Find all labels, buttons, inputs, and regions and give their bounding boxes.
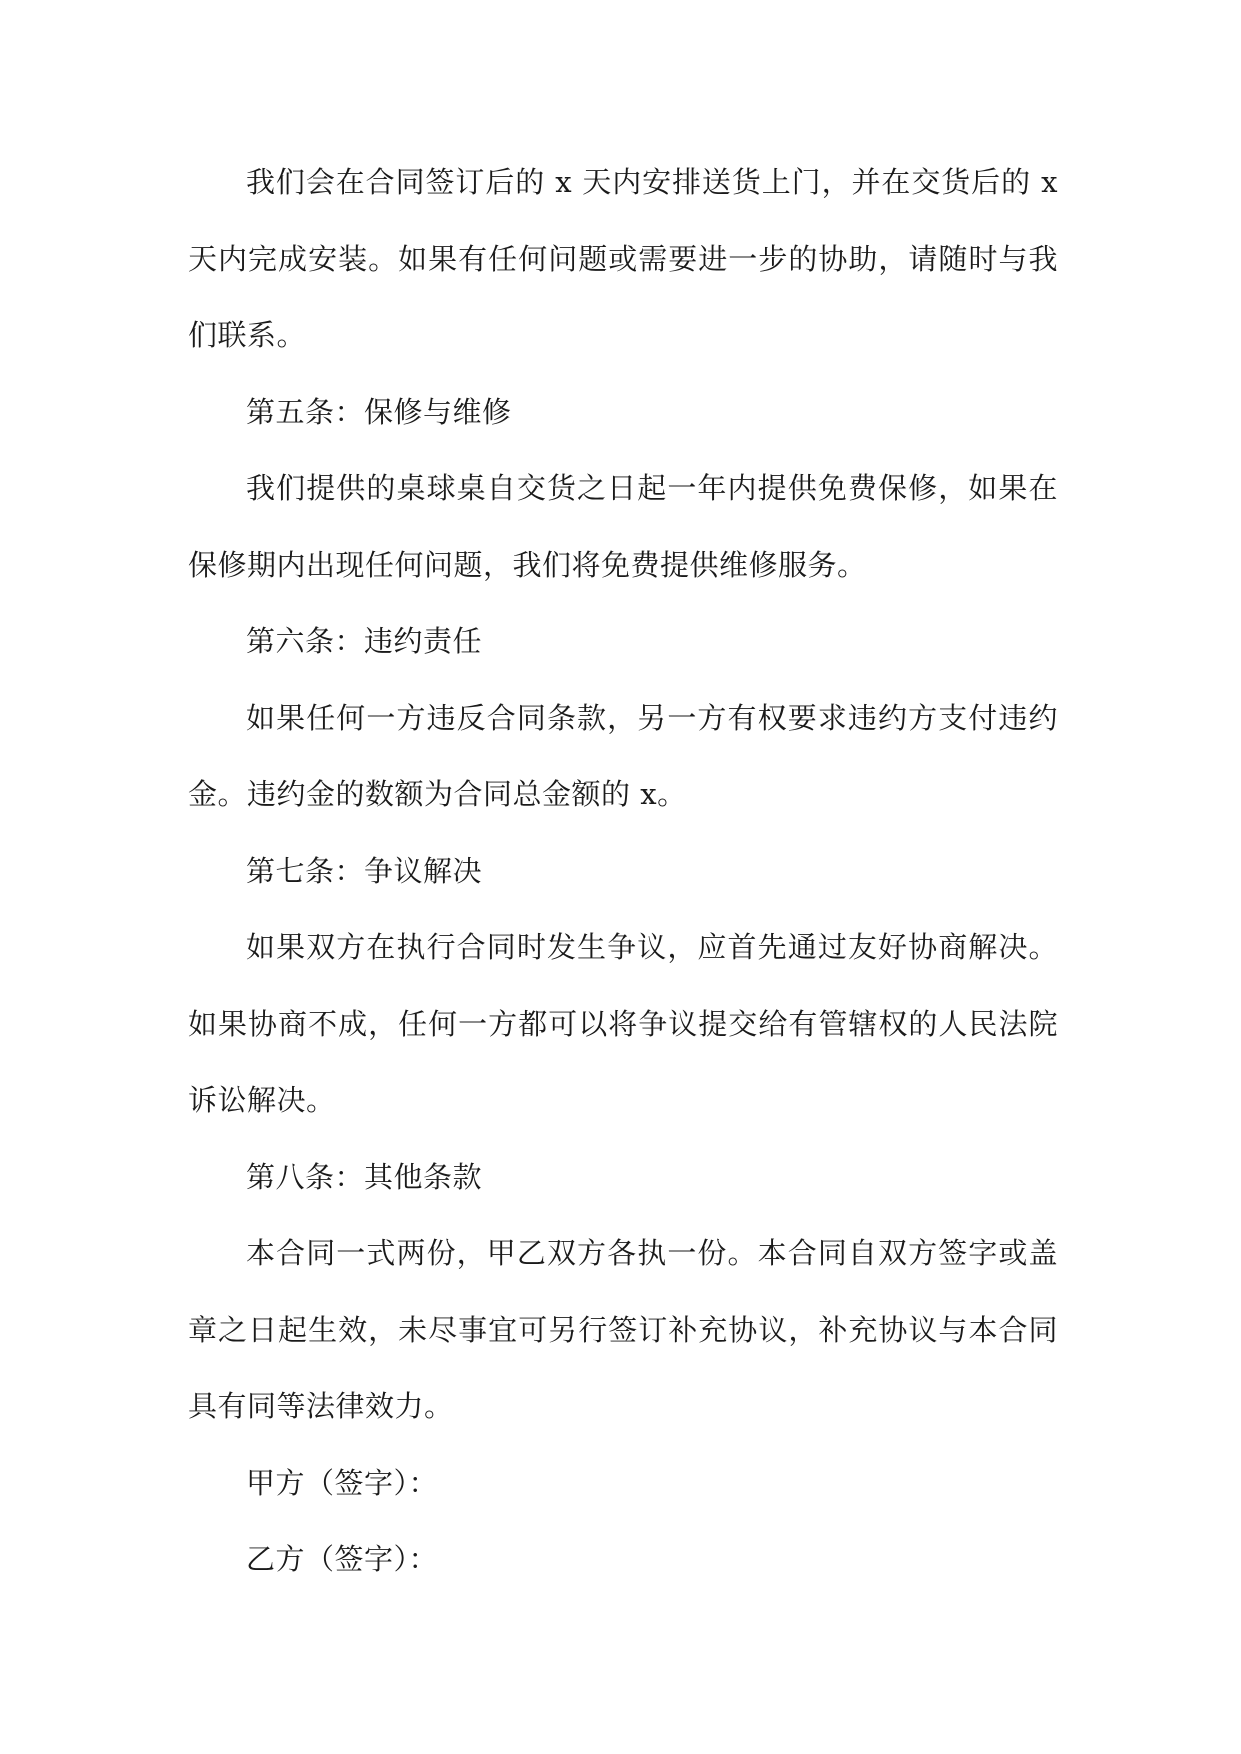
delivery-paragraph: 我们会在合同签订后的 x 天内安排送货上门，并在交货后的 x 天内完成安装。如果有任何问题或需要进一步的协助，请随时与我们联系。 [188, 165, 1058, 352]
party-a-signature-line: 甲方（签字）： [246, 1465, 439, 1500]
document-body [188, 144, 1058, 1598]
breach-paragraph: 如果任何一方违反合同条款，另一方有权要求违约方支付违约金。违约金的数额为合同总金额的 x。 [188, 700, 1058, 811]
article-5-heading: 第五条：保修与维修 [246, 394, 512, 429]
warranty-paragraph: 我们提供的桌球桌自交货之日起一年内提供免费保修，如果在保修期内出现任何问题，我们将免费提供维修服务。 [188, 471, 1058, 582]
article-6-heading: 第六条：违约责任 [246, 624, 483, 658]
other-terms-paragraph: 本合同一式两份，甲乙双方各执一份。本合同自双方签字或盖章之日起生效，未尽事宜可另行签订补充协议，补充协议与本合同具有同等法律效力。 [188, 1236, 1058, 1423]
article-7-heading: 第七条：争议解决 [246, 853, 483, 888]
dispute-paragraph: 如果双方在执行合同时发生争议，应首先通过友好协商解决。如果协商不成，任何一方都可以将争议提交给有管辖权的人民法院诉讼解决。 [188, 930, 1058, 1117]
party-b-signature-line: 乙方（签字）： [246, 1542, 439, 1576]
article-8-heading: 第八条：其他条款 [246, 1159, 483, 1194]
